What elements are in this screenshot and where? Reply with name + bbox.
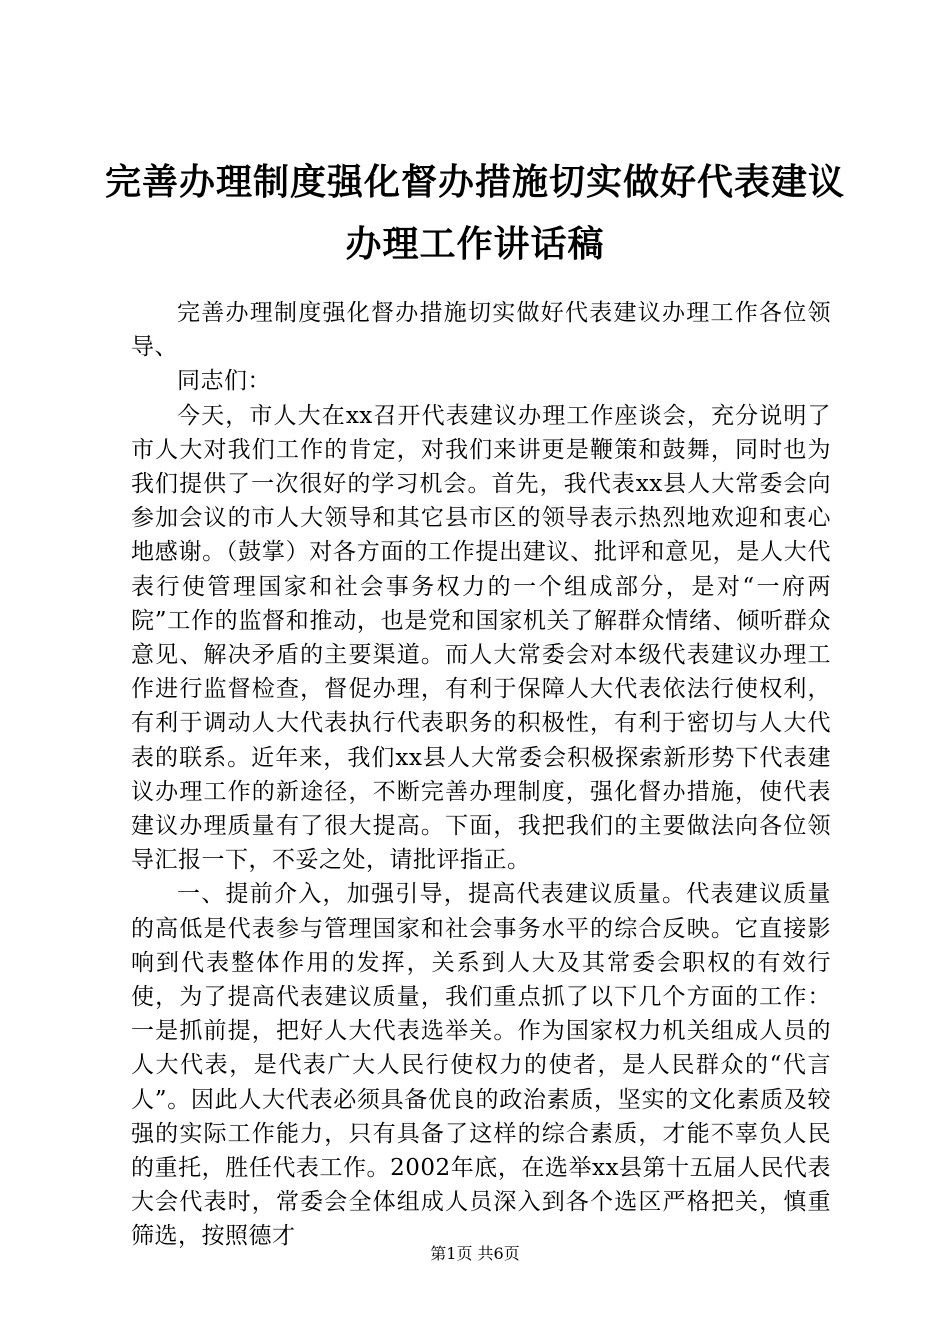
page-footer: 第1页 共6页 xyxy=(430,1244,520,1263)
paragraph-salutation: 同志们： xyxy=(177,368,271,395)
document-title-line-1: 完善办理制度强化督办措施切实做好代表建议 xyxy=(104,161,845,203)
paragraph-section-one: 一、提前介入，加强引导，提高代表建议质量。代表建议质量的高低是代表参与管理国家和社会事务水平的综合反映。它直接影响到代表整体作用的发挥，关系到人大及其常委会职权的有效行使，为了提高代表建议质量，我们重点抓了以下几个方面的工作：一是抓前提，把好人大代表选举关。作为国家权力机关组成人员的人大代表，是代表广大人民行使权力的使者，是人民群众的“代言人”。因此人大代表必须具备优良的政治素质，坚实的文化素质及较强的实际工作能力，只有具备了这样的综合素质，才能不辜负人民的重托，胜任代表工作。2002年底，在选举xx县第十五届人民代表大会代表时，常委会全体组成人员深入到各个选区严格把关，慎重筛选，按照德才 xyxy=(131,881,831,1250)
paragraph-introduction: 今天，市人大在xx召开代表建议办理工作座谈会，充分说明了市人大对我们工作的肯定，对我们来讲更是鞭策和鼓舞，同时也为我们提供了一次很好的学习机会。首先，我代表xx县人大常委会向参加会议的市人大领导和其它县市区的领导表示热烈地欢迎和衷心地感谢。（鼓掌）对各方面的工作提出建议、批评和意见，是人大代表行使管理国家和社会事务权力的一个组成部分，是对“一府两院”工作的监督和推动，也是党和国家机关了解群众情绪、倾听群众意见、解决矛盾的主要渠道。而人大常委会对本级代表建议办理工作进行监督检查，督促办理，有利于保障人大代表依法行使权利，有利于调动人大代表执行代表职务的积极性，有利于密切与人大代表的联系。近年来，我们xx县人大常委会积极探索新形势下代表建议办理工作的新途径，不断完善办理制度，强化督办措施，使代表建议办理质量有了很大提高。下面，我把我们的主要做法向各位领导汇报一下，不妥之处，请批评指正。 xyxy=(131,402,831,874)
document-title-line-2: 办理工作讲话稿 xyxy=(345,223,605,265)
paragraph-opening: 完善办理制度强化督办措施切实做好代表建议办理工作各位领导、 xyxy=(131,300,831,361)
document-body xyxy=(131,296,831,1254)
